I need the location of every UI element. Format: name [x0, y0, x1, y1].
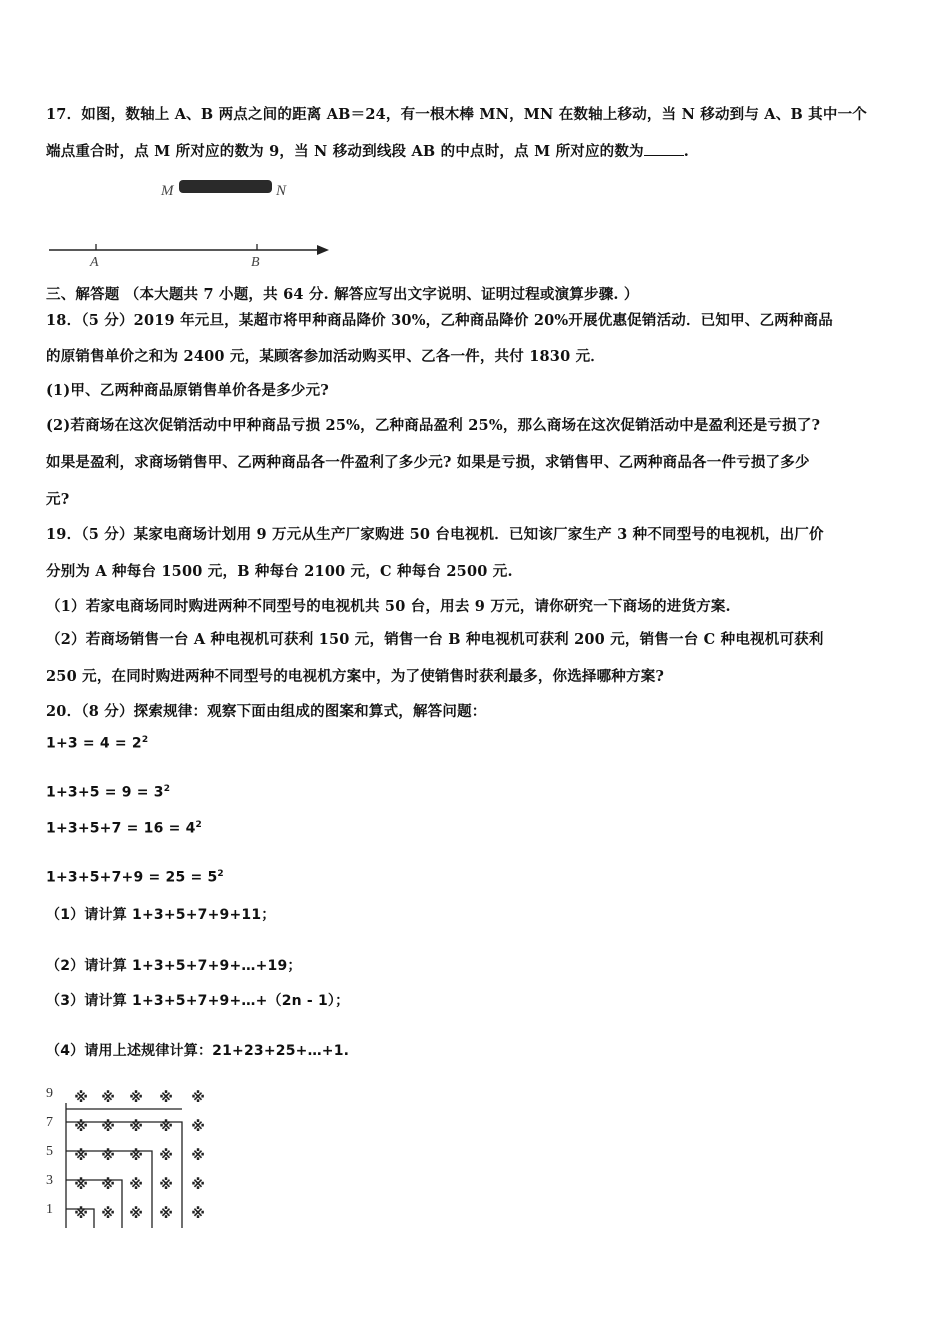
stick-mn-figure [155, 172, 295, 206]
label-b: B [251, 255, 260, 270]
pattern-mark: ※ [191, 1206, 205, 1222]
pattern-mark: ※ [191, 1090, 205, 1106]
q20-line1: 20．（8 分）探索规律：观察下面由组成的图案和算式，解答问题： [46, 703, 487, 720]
q18-line2: 的原销售单价之和为 2400 元，某顾客参加活动购买甲、乙各一件，共付 1830 元． [46, 348, 606, 365]
pattern-mark: ※ [74, 1148, 88, 1164]
equation-1 [46, 735, 148, 752]
q17-line2-end: . [683, 143, 690, 160]
q19-part2-line2: 250 元，在同时购进两种不同型号的电视机方案中，为了使销售时获利最多，你选择哪种方案? [46, 668, 665, 685]
label-m: M [161, 183, 174, 199]
row-label-3: 3 [46, 1173, 53, 1188]
answer-blank [644, 143, 684, 156]
q18-part2-line3: 元? [46, 491, 70, 508]
pattern-mark: ※ [129, 1177, 143, 1193]
pattern-mark: ※ [191, 1148, 205, 1164]
row-label-9: 9 [46, 1086, 53, 1101]
pattern-mark: ※ [101, 1206, 115, 1222]
equation-3-text: 1+3+5+7 = 16 = 4 [46, 820, 196, 837]
equation-2 [46, 784, 170, 801]
pattern-mark: ※ [129, 1206, 143, 1222]
equation-4-exponent: 2 [217, 869, 224, 879]
pattern-mark: ※ [159, 1090, 173, 1106]
number-line-arrow [317, 245, 329, 255]
equation-3-exponent: 2 [195, 820, 203, 830]
pattern-mark: ※ [129, 1090, 143, 1106]
equation-1-exponent: 2 [141, 735, 149, 745]
label-a: A [90, 255, 99, 270]
pattern-mark: ※ [74, 1206, 88, 1222]
section-heading: 三、解答题 （本大题共 7 小题，共 64 分. 解答应写出文字说明、证明过程或演算步骤. ） [46, 286, 639, 303]
q18-part2-line2: 如果是盈利，求商场销售甲、乙两种商品各一件盈利了多少元? 如果是亏损，求销售甲、乙两种商品各一件亏损了多少 [46, 454, 810, 471]
label-n: N [276, 183, 287, 199]
q18-part1: (1)甲、乙两种商品原销售单价各是多少元? [46, 382, 330, 399]
equation-4 [46, 869, 224, 886]
q17-line2 [46, 140, 689, 161]
q19-line1: 19．（5 分）某家电商场计划用 9 万元从生产厂家购进 50 台电视机．已知该厂家生产 3 种不同型号的电视机，出厂价 [46, 526, 824, 543]
stick-bar [179, 180, 272, 193]
equation-2-text: 1+3+5 = 9 = 3 [46, 784, 164, 801]
equation-4-text: 1+3+5+7+9 = 25 = 5 [46, 869, 218, 886]
row-label-7: 7 [46, 1115, 53, 1130]
q17-line1: 17．如图，数轴上 A、B 两点之间的距离 AB＝24，有一根木棒 MN，MN 在数轴上移动，当 N 移动到与 A、B 其中一个 [46, 106, 867, 123]
pattern-mark: ※ [159, 1119, 173, 1135]
pattern-mark: ※ [129, 1119, 143, 1135]
pattern-mark: ※ [74, 1119, 88, 1135]
pattern-mark: ※ [101, 1090, 115, 1106]
pattern-mark: ※ [101, 1119, 115, 1135]
q17-line2-text: 端点重合时，点 M 所对应的数为 9，当 N 移动到线段 AB 的中点时，点 M 所对应的数为 [46, 143, 644, 160]
q18-part2-line1: (2)若商场在这次促销活动中甲种商品亏损 25%，乙种商品盈利 25%，那么商场在这次促销活动中是盈利还是亏损了? [46, 417, 821, 434]
q19-part2-line1: （2）若商场销售一台 A 种电视机可获利 150 元，销售一台 B 种电视机可获利 200 元，销售一台 C 种电视机可获利 [46, 631, 824, 648]
pattern-mark: ※ [191, 1177, 205, 1193]
equation-2-exponent: 2 [163, 784, 171, 794]
q19-part1: （1）若家电商场同时购进两种不同型号的电视机共 50 台，用去 9 万元，请你研究一下商场的进货方案. [46, 598, 731, 615]
q20-part3: （3）请计算 1+3+5+7+9+…+（2n - 1）； [46, 993, 350, 1009]
q20-part1: （1）请计算 1+3+5+7+9+11； [46, 907, 276, 923]
equation-1-text: 1+3 = 4 = 2 [46, 735, 142, 752]
q20-part2: （2）请计算 1+3+5+7+9+…+19； [46, 958, 302, 974]
q20-part4: （4）请用上述规律计算：21+23+25+…+1. [46, 1043, 350, 1059]
row-label-1: 1 [46, 1202, 53, 1217]
pattern-mark: ※ [129, 1148, 143, 1164]
pattern-figure [44, 1080, 224, 1230]
pattern-mark: ※ [159, 1206, 173, 1222]
row-label-5: 5 [46, 1144, 53, 1159]
pattern-mark: ※ [74, 1090, 88, 1106]
pattern-mark: ※ [159, 1148, 173, 1164]
equation-3 [46, 820, 202, 837]
pattern-mark: ※ [74, 1177, 88, 1193]
pattern-mark: ※ [101, 1177, 115, 1193]
pattern-mark: ※ [101, 1148, 115, 1164]
q18-line1: 18．（5 分）2019 年元旦，某超市将甲种商品降价 30%，乙种商品降价 20%开展优惠促销活动．已知甲、乙两种商品 [46, 312, 833, 329]
pattern-mark: ※ [191, 1119, 205, 1135]
number-line-figure [45, 238, 335, 272]
pattern-mark: ※ [159, 1177, 173, 1193]
q19-line2: 分别为 A 种每台 1500 元，B 种每台 2100 元，C 种每台 2500 元. [46, 563, 513, 580]
